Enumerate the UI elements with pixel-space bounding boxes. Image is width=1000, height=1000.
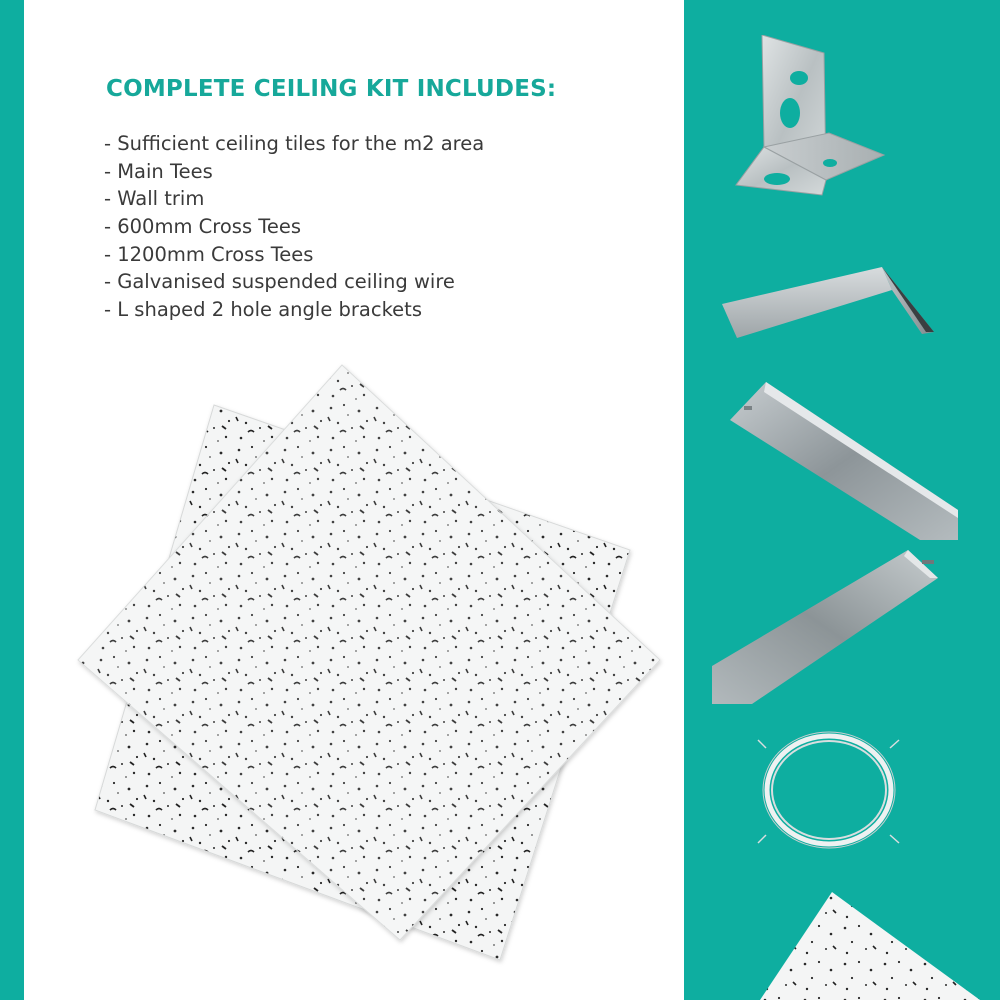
list-item: - 600mm Cross Tees bbox=[104, 215, 302, 239]
left-accent-bar bbox=[0, 0, 24, 1000]
list-item: - Sufficient ceiling tiles for the m2 area bbox=[104, 132, 485, 155]
kit-items-list bbox=[104, 130, 484, 324]
wall-trim-icon bbox=[722, 262, 937, 342]
list-item: - L shaped 2 hole angle brackets bbox=[104, 298, 422, 322]
ceiling-wire-icon bbox=[754, 728, 904, 858]
list-item: - Galvanised suspended ceiling wire bbox=[104, 270, 455, 294]
cross-tee-icon bbox=[712, 548, 944, 708]
ceiling-tiles-image bbox=[50, 360, 680, 980]
list-item: - Main Tees bbox=[104, 159, 213, 183]
kit-heading: COMPLETE CEILING KIT INCLUDES: bbox=[106, 76, 557, 102]
ceiling-tile-icon bbox=[760, 886, 1000, 1000]
ceiling-tile-front bbox=[78, 365, 660, 940]
list-item: - 1200mm Cross Tees bbox=[104, 242, 314, 266]
main-tee-icon bbox=[724, 380, 960, 545]
angle-bracket-icon bbox=[734, 35, 894, 230]
list-item: - Wall trim bbox=[104, 187, 205, 211]
products-panel bbox=[684, 0, 1000, 1000]
